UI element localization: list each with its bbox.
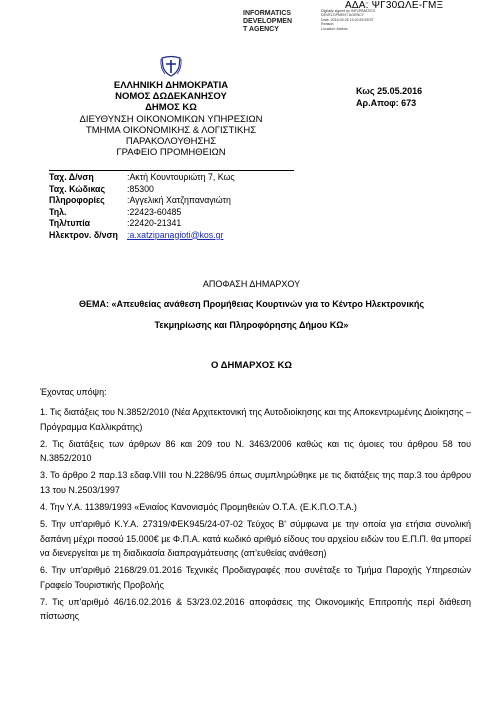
consideration-item: 2. Τις διατάξεις των άρθρων 86 και 209 του Ν. 3463/2006 καθώς και τις όμοιες του άρθρου 58 του Ν.3852/2010 — [40, 438, 471, 464]
digital-signature-org — [243, 10, 292, 34]
decision-title: ΑΠΟΦΑΣΗ ΔΗΜΑΡΧΟΥ — [202, 279, 301, 289]
contact-value: :85300 — [127, 183, 154, 194]
ada-code: ΑΔΑ: ΨΓ30ΩΛΕ-ΓΜΞ — [345, 0, 444, 11]
header-line: ΕΛΛΗΝΙΚΗ ΔΗΜΟΚΡΑΤΙΑ — [113, 80, 229, 91]
contact-row — [49, 230, 235, 242]
signature-detail-line: Digitally signed by INFORMATICS DEVELOPMENT AGENCY — [321, 9, 376, 18]
contact-value: :Ακτή Κουντουριώτη 7, Κως — [127, 172, 235, 182]
document-date: Κως 25.05.2016 — [356, 86, 423, 96]
contact-row — [49, 195, 235, 207]
subject-line: ΘΕΜΑ: «Απευθείας ανάθεση Προμήθειας Κουρτινών για το Κέντρο Ηλεκτρονικής — [78, 299, 425, 309]
signature-detail-line: Reason: — [321, 22, 335, 27]
signature-detail-line: Date: 2016.05.26 14:20:53 EEST — [321, 17, 374, 22]
header-line: ΓΡΑΦΕΙΟ ΠΡΟΜΗΘΕΙΩΝ — [116, 147, 226, 159]
decision-number: Αρ.Αποφ: 673 — [356, 98, 417, 108]
greek-coat-of-arms-icon — [159, 54, 183, 78]
contact-value: :Αγγελική Χατζηπαναγιώτη — [127, 195, 231, 205]
consideration-item: 4. Την Υ.Α. 11389/1993 «Ενιαίος Κανονισμός Προμηθειών Ο.Τ.Α. (Ε.Κ.Π.Ο.Τ.Α.) — [40, 502, 357, 513]
contact-key: Ταχ. Δ/νση — [49, 172, 94, 182]
contact-key: Ταχ. Κώδικας — [49, 183, 106, 194]
header-divider — [49, 170, 294, 171]
mayor-heading: Ο ΔΗΜΑΡΧΟΣ ΚΩ — [210, 360, 293, 371]
contact-key: Ηλεκτρον. δ/νση — [49, 229, 118, 240]
consideration-item: 3. Το άρθρο 2 παρ.13 εδαφ.VIII του Ν.2286/95 όπως συμπληρώθηκε με τις διατάξεις της παρ.3 του άρθρου 13 του Ν.2503/1997 — [40, 470, 471, 495]
considerations — [40, 385, 471, 626]
contact-row — [49, 218, 235, 230]
contact-details — [49, 172, 235, 241]
considerations-lead: Έχοντας υπόψη: — [40, 387, 107, 397]
contact-row — [49, 207, 235, 219]
signature-org-line: INFORMATICS — [243, 10, 292, 17]
header-line: ΤΜΗΜΑ ΟΙΚΟΝΟΜΙΚΗΣ & ΛΟΓΙΣΤΙΚΗΣ — [85, 124, 257, 136]
consideration-item: 7. Τις υπ'αριθμό 46/16.02.2016 & 53/23.02.2016 αποφάσεις της Οικονομικής Επιτροπής περί διάθεση πίστωσης — [40, 596, 471, 622]
consideration-item: 5. Την υπ'αριθμό Κ.Υ.Α. 27319/ΦΕΚ945/24-07-02 Τεύχος Β' σύμφωνα με την οποία για ετήσια συνολική δαπάνη μέχρι ποσού 15.000€ με Φ.Π.Α. κατά κωδικό αριθμό είδους του αρχείου ειδών του Ε.Π.Π. θα μπορεί να διενεργείται με τη διαδικασία διαπραγμάτευσης (απ'ευθείας ανάθεση) — [40, 519, 471, 558]
header-line: ΠΑΡΑΚΟΛΟΥΘΗΣΗΣ — [125, 136, 217, 148]
issuer-header — [60, 80, 282, 158]
subject-line: Τεκμηρίωσης και Πληροφόρησης Δήμου ΚΩ» — [154, 320, 349, 330]
header-line: ΔΙΕΥΘΥΝΣΗ ΟΙΚΟΝΟΜΙΚΩΝ ΥΠΗΡΕΣΙΩΝ — [79, 113, 263, 125]
date-block — [356, 85, 422, 109]
contact-row — [49, 172, 235, 184]
contact-key: Τηλ. — [49, 206, 67, 217]
signature-detail-line: Location: Athens — [321, 26, 348, 31]
header-line: ΔΗΜΟΣ ΚΩ — [145, 102, 197, 114]
contact-key: Πληροφορίες — [49, 195, 105, 205]
email-link[interactable]: :a.xatzipanagioti@kos.gr — [127, 229, 224, 240]
consideration-item: 1. Τις διατάξεις του Ν.3852/2010 (Νέα Αρχιτεκτονική της Αυτοδιοίκησης και της Αποκεντρωμένης Διοίκησης –Πρόγραμμα Καλλικράτης) — [40, 407, 471, 432]
subject — [40, 294, 463, 336]
contact-key: Τηλ/τυπία — [49, 218, 91, 228]
signature-org-line: T AGENCY — [243, 26, 279, 33]
header-line: ΝΟΜΟΣ ΔΩΔΕΚΑΝΗΣΟΥ — [115, 91, 227, 103]
contact-value: :22420-21341 — [127, 218, 182, 228]
consideration-item: 6. Την υπ'αριθμό 2168/29.01.2016 Τεχνικές Προδιαγραφές που συνέταξε το Τμήμα Παροχής Υπηρεσιών Γραφείο Τουριστικής Προβολής — [40, 565, 471, 590]
signature-org-line: DEVELOPMEN — [243, 18, 293, 25]
digital-signature-details — [321, 9, 381, 31]
contact-row — [49, 184, 235, 196]
contact-value: :22423-60485 — [127, 206, 182, 217]
